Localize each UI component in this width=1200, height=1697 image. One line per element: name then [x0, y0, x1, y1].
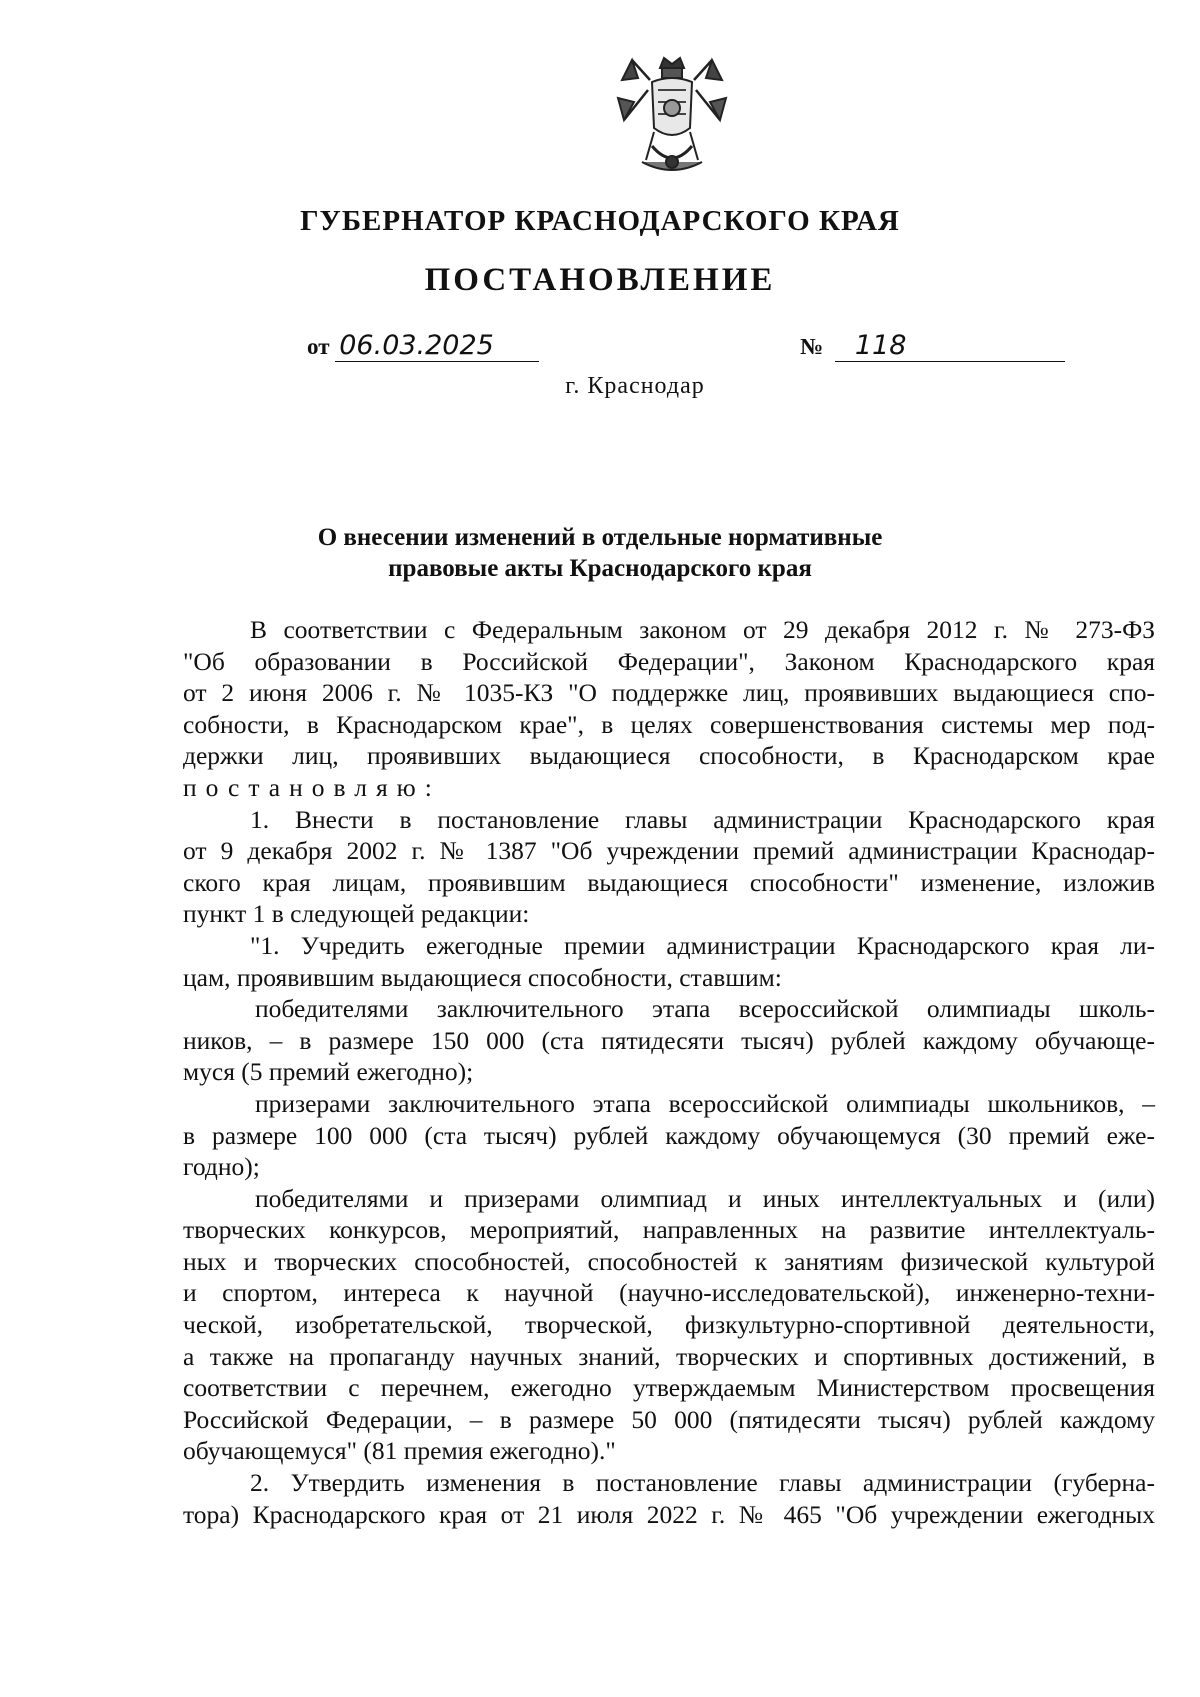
body-line: соответствии с перечнем, ежегодно утверждаемым Министерством просвещения: [183, 1373, 1155, 1403]
body-line: ных и творческих способностей, способностей к занятиям физической культурой: [183, 1246, 1155, 1276]
body-line: "Об образовании в Российской Федерации", Законом Краснодарского края: [183, 646, 1155, 676]
body-line: творческих конкурсов, мероприятий, направленных на развитие интеллектуаль-: [183, 1215, 1155, 1245]
date-line: [307, 330, 539, 362]
title-line: правовые акты Краснодарского края: [388, 555, 812, 582]
date-value: 06.03.2025: [335, 330, 539, 362]
title-line: О внесении изменений в отдельные нормативные: [317, 524, 883, 551]
body-line: постановляю:: [183, 772, 441, 802]
body-line: победителями заключительного этапа всероссийской олимпиады школь-: [255, 994, 1155, 1024]
body-line: победителями и призерами олимпиад и иных интеллектуальных и (или): [255, 1183, 1155, 1213]
body-line: 2. Утвердить изменения в постановление главы администрации (губерна-: [250, 1468, 1155, 1498]
body-line: годно);: [183, 1152, 260, 1182]
number-line: [800, 330, 1065, 362]
body-line: 1. Внести в постановление главы администрации Краснодарского края: [250, 804, 1155, 834]
body-line: держки лиц, проявивших выдающиеся способности, в Краснодарском крае: [183, 741, 1155, 771]
body-line: призерами заключительного этапа всероссийской олимпиады школьников, –: [255, 1088, 1155, 1118]
document-type-heading: ПОСТАНОВЛЕНИЕ: [424, 262, 776, 298]
coat-of-arms-emblem: [612, 50, 732, 180]
document-body: [183, 614, 1155, 1530]
body-line: собности, в Краснодарском крае", в целях совершенствования системы мер под-: [183, 709, 1155, 739]
date-prefix: от: [307, 334, 330, 359]
body-line: пункт 1 в следующей редакции:: [183, 899, 530, 929]
body-line: "1. Учредить ежегодные премии администрации Краснодарского края ли-: [250, 930, 1155, 960]
body-line: муся (5 премий ежегодно);: [183, 1057, 474, 1087]
body-line: тора) Краснодарского края от 21 июля 2022 г. № 465 "Об учреждении ежегодных: [183, 1499, 1155, 1529]
body-line: в размере 100 000 (ста тысяч) рублей каждому обучающемуся (30 премий еже-: [183, 1120, 1155, 1150]
body-line: обучающемуся" (81 премия ежегодно).": [183, 1436, 616, 1466]
body-line: а также на пропаганду научных знаний, творческих и спортивных достижений, в: [183, 1341, 1155, 1371]
number-prefix: №: [800, 334, 824, 359]
number-value: 118: [835, 330, 1065, 362]
body-line: Российской Федерации, – в размере 50 000 (пятидесяти тысяч) рублей каждому: [183, 1404, 1155, 1434]
document-title: [0, 522, 1200, 584]
body-line: ского края лицам, проявившим выдающиеся способности" изменение, изложив: [183, 867, 1155, 897]
body-line: от 9 декабря 2002 г. № 1387 "Об учреждении премий администрации Краснодар-: [183, 836, 1155, 866]
issuer-heading: ГУБЕРНАТОР КРАСНОДАРСКОГО КРАЯ: [300, 205, 900, 237]
body-line: В соответствии с Федеральным законом от 29 декабря 2012 г. № 273-ФЗ: [250, 615, 1155, 644]
body-line: цам, проявившим выдающиеся способности, ставшим:: [183, 962, 782, 992]
body-line: ческой, изобретательской, творческой, физкультурно-спортивной деятельности,: [183, 1310, 1155, 1340]
city-line: г. Краснодар: [565, 373, 705, 399]
body-line: от 2 июня 2006 г. № 1035-КЗ "О поддержке лиц, проявивших выдающиеся спо-: [183, 678, 1155, 708]
body-line: и спортом, интереса к научной (научно-исследовательской), инженерно-техни-: [183, 1278, 1155, 1308]
body-line: ников, – в размере 150 000 (ста пятидесяти тысяч) рублей каждому обучающе-: [183, 1025, 1155, 1055]
